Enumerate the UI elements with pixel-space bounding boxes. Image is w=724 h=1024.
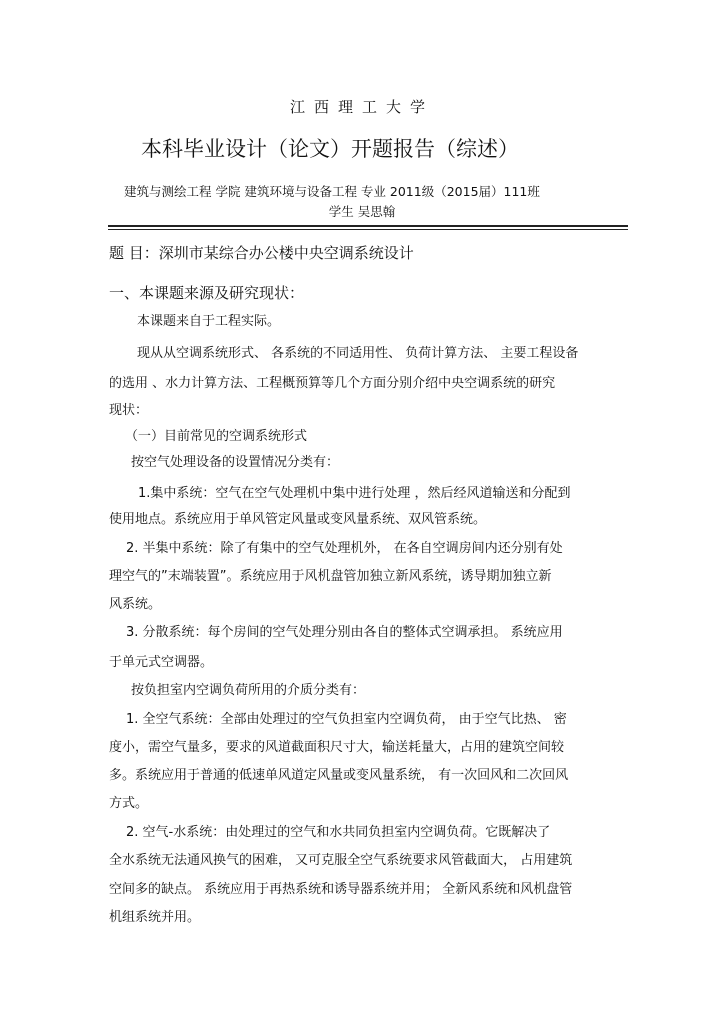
- student-name-line: 学生 吴思翰: [328, 204, 396, 219]
- topic-line: 题 目：深圳市某综合办公楼中央空调系统设计: [109, 244, 414, 262]
- body-line: 于单元式空调器。: [109, 655, 214, 670]
- header-divider-thick: [108, 225, 628, 227]
- body-line: 3. 分散系统：每个房间的空气处理分别由各自的整体式空调承担。 系统应用: [126, 625, 563, 640]
- body-line: 现状：: [109, 403, 149, 418]
- body-line: 现从从空调系统形式、 各系统的不同适用性、 负荷计算方法、 主要工程设备: [137, 346, 579, 361]
- body-line: 1. 全空气系统：全部由处理过的空气负担室内空调负荷， 由于空气比热、 密: [126, 712, 567, 727]
- student-info-line: 建筑与测绘工程 学院 建筑环境与设备工程 专业 2011级（2015届）111班: [124, 184, 540, 199]
- body-line: 多。系统应用于普通的低速单风道定风量或变风量系统， 有一次回风和二次回风: [109, 768, 569, 783]
- university-name: 江西理工大学: [289, 98, 434, 116]
- body-line: 风系统。: [109, 597, 162, 612]
- body-line: 方式。: [109, 796, 149, 811]
- body-line: 2. 半集中系统：除了有集中的空气处理机外， 在各自空调房间内还分别有处: [126, 541, 563, 556]
- section-heading: 一、本课题来源及研究现状：: [109, 284, 305, 302]
- report-title: 本科毕业设计（论文）开题报告（综述）: [141, 137, 519, 161]
- body-line: 空间多的缺点。 系统应用于再热系统和诱导器系统并用； 全新风系统和风机盘管: [109, 882, 573, 897]
- body-line: 本课题来自于工程实际。: [137, 314, 281, 329]
- body-line: 1.集中系统：空气在空气处理机中集中进行处理 ，然后经风道输送和分配到: [138, 486, 571, 501]
- header-divider-thin: [108, 229, 628, 230]
- body-line: 使用地点。系统应用于单风管定风量或变风量系统、双风管系统。: [109, 512, 487, 527]
- body-line: 度小，需空气量多，要求的风道截面积尺寸大，输送耗量大，占用的建筑空间较: [109, 740, 565, 755]
- body-line: 的选用 、水力计算方法、工程概预算等几个方面分别介绍中央空调系统的研究: [109, 376, 556, 391]
- body-line: 按空气处理设备的设置情况分类有：: [131, 455, 340, 470]
- body-line: 全水系统无法通风换气的困难， 又可克服全空气系统要求风管截面大， 占用建筑: [109, 853, 573, 868]
- body-line: 理空气的”末端装置”。系统应用于风机盘管加独立新风系统，诱导期加独立新: [109, 569, 552, 584]
- body-line: 2. 空气-水系统：由处理过的空气和水共同负担室内空调负荷。它既解决了: [126, 825, 551, 840]
- body-line: 按负担室内空调负荷所用的介质分类有：: [131, 683, 366, 698]
- body-line: （一）目前常见的空调系统形式: [125, 429, 308, 444]
- body-line: 机组系统并用。: [109, 910, 201, 925]
